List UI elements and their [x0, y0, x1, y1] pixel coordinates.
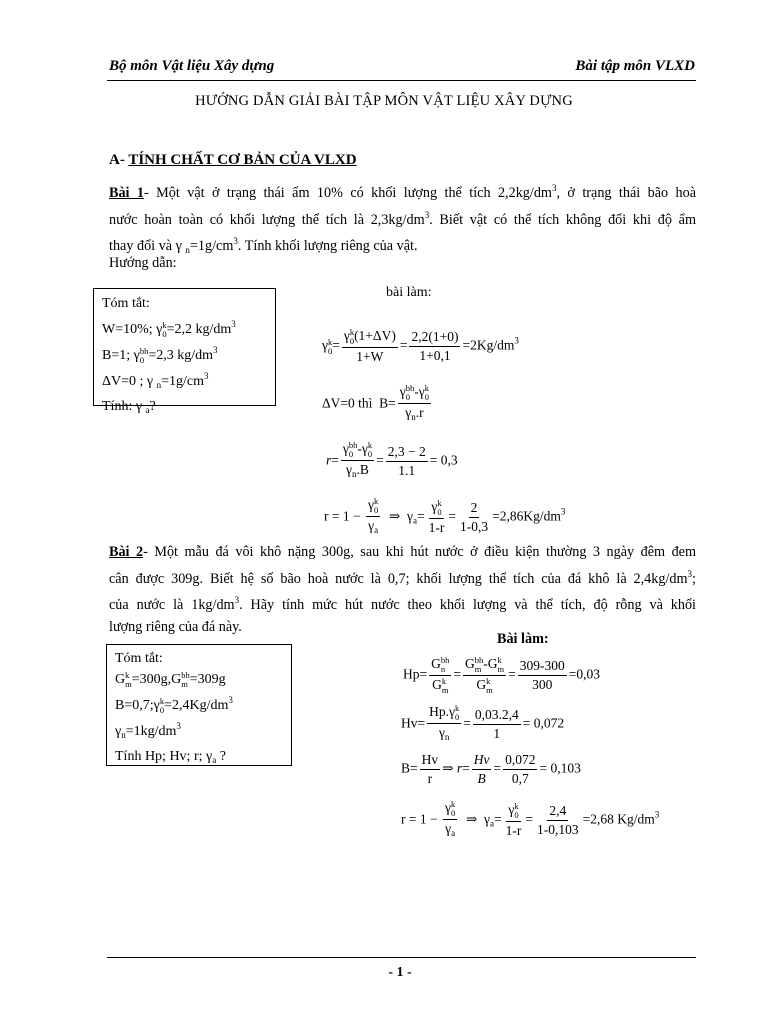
- equation-2-4: r = 1 − γ k 0 $\gamma_a$ ⇒ $\gamma_a=$ γ k 0 1-r = $\frac{2,4}{1-0,103}$ =2,68 $Kg/dm^3$: [401, 799, 660, 838]
- section-heading: A- TÍNH CHẤT CƠ BẢN CỦA VLXD: [109, 152, 357, 168]
- equation-2-2: Hv= Hp.γ k 0 $\gamma_n$ = $\frac{0,03.2,4}{1}$ = 0,072: [401, 703, 565, 742]
- summary-1-line: W=10%; γ k 0 =2,2 $kg/dm^3$: [102, 319, 236, 339]
- equation-2-3: B= $\frac{Hv}{r}$ ⇒ r= $\frac{Hv}{B}$ = $\frac{0,072}{0,7}$ = 0,103: [401, 752, 581, 786]
- problem-1-label: Bài 1: [109, 185, 145, 201]
- summary-1-line: ΔV=0 ; γ $_n=1g/cm^3$: [102, 371, 209, 390]
- summary-1-line: B=1; γ bh 0 =2,3 $kg/dm^3$: [102, 345, 218, 365]
- equation-1-4: r = 1 − γ k 0 $\gamma_a$ ⇒ $\gamma_a=$ γ k 0 1-r = $\frac{2}{1-0,3}$ $=2,86Kg/dm^3$: [324, 496, 566, 535]
- solution-label-2: Bài làm:: [497, 631, 549, 647]
- page-title: HƯỚNG DẪN GIẢI BÀI TẬP MÔN VẬT LIỆU XÂY DỰNG: [195, 93, 573, 109]
- equation-1-2: ΔV=0 thì B= γ bh 0 -γ k 0 $\gamma_n.r$: [322, 383, 429, 422]
- guide-label: Hướng dẫn:: [109, 255, 177, 271]
- problem-2-label: Bài 2: [109, 544, 144, 560]
- summary-box-2: [106, 644, 292, 766]
- equation-1-3: r= γ bh 0 -γ k 0 $\gamma_n.B$ = $\frac{2,3 - 2}{1.1}$ = 0,3: [326, 440, 458, 479]
- header-rule: [107, 80, 696, 81]
- footer-rule: [107, 957, 696, 958]
- problem-1-text: Bài 1- Một vật ở trạng thái ẩm 10% có khối lượng thể tích $2,2kg/dm^3$, ở trạng thái bão hoà nước hoàn toàn có khối lượng thể tích là $2,3kg/dm^3$. Biết vật có thể tích không đổi khi độ ẩm thay đổi và γ $_n=1g/cm^3$. Tính khối lượng riêng của vật.: [109, 183, 697, 255]
- summary-2-line: B=0,7;γ k 0 $=2,4Kg/dm^3$: [115, 695, 233, 715]
- problem-2-text: Bài 2- Một mẫu đá vôi khô nặng 300g, sau khi hút nước ở điều kiện thường 3 ngày đêm đem cân được 309g. Biết hệ số bão hoà nước là 0,7; khối lượng thể tích của đá khô là $2,4kg/dm^3$; của nước là $1kg/dm^3$. Hãy tính mức hút nước theo khối lượng và thể tích, độ rỗng và khối lượng riêng của đá này.: [109, 544, 696, 635]
- header-right: Bài tập môn VLXD: [575, 58, 695, 74]
- summary-2-line: G k m =300g,G bh m =309g: [115, 669, 226, 689]
- summary-box-1: [93, 288, 276, 415]
- summary-2-title: Tóm tắt:: [115, 651, 163, 666]
- summary-2-line: Tính Hp; Hv; r; $\gamma_a$ ?: [115, 749, 226, 765]
- summary-2-line: $\gamma_n=1kg/dm^3$: [115, 721, 181, 740]
- equation-2-1: Hp= G bh n G k m = G bh m -G k m G k m = $\frac{309-300}{300}$ =0,03: [403, 655, 600, 695]
- header-left: Bộ môn Vật liệu Xây dựng: [109, 58, 275, 74]
- equation-1-1: γ k 0 = γ k 0 (1+ΔV) 1+W = $\frac{2,2(1+0)}{1+0,1}$ $=2Kg/dm^3$: [322, 327, 519, 364]
- summary-1-line: Tính: γ $_a$?: [102, 399, 156, 415]
- solution-label-1: bài làm:: [386, 285, 432, 300]
- page-number: - 1 -: [388, 965, 412, 980]
- summary-1-title: Tóm tắt:: [102, 296, 150, 311]
